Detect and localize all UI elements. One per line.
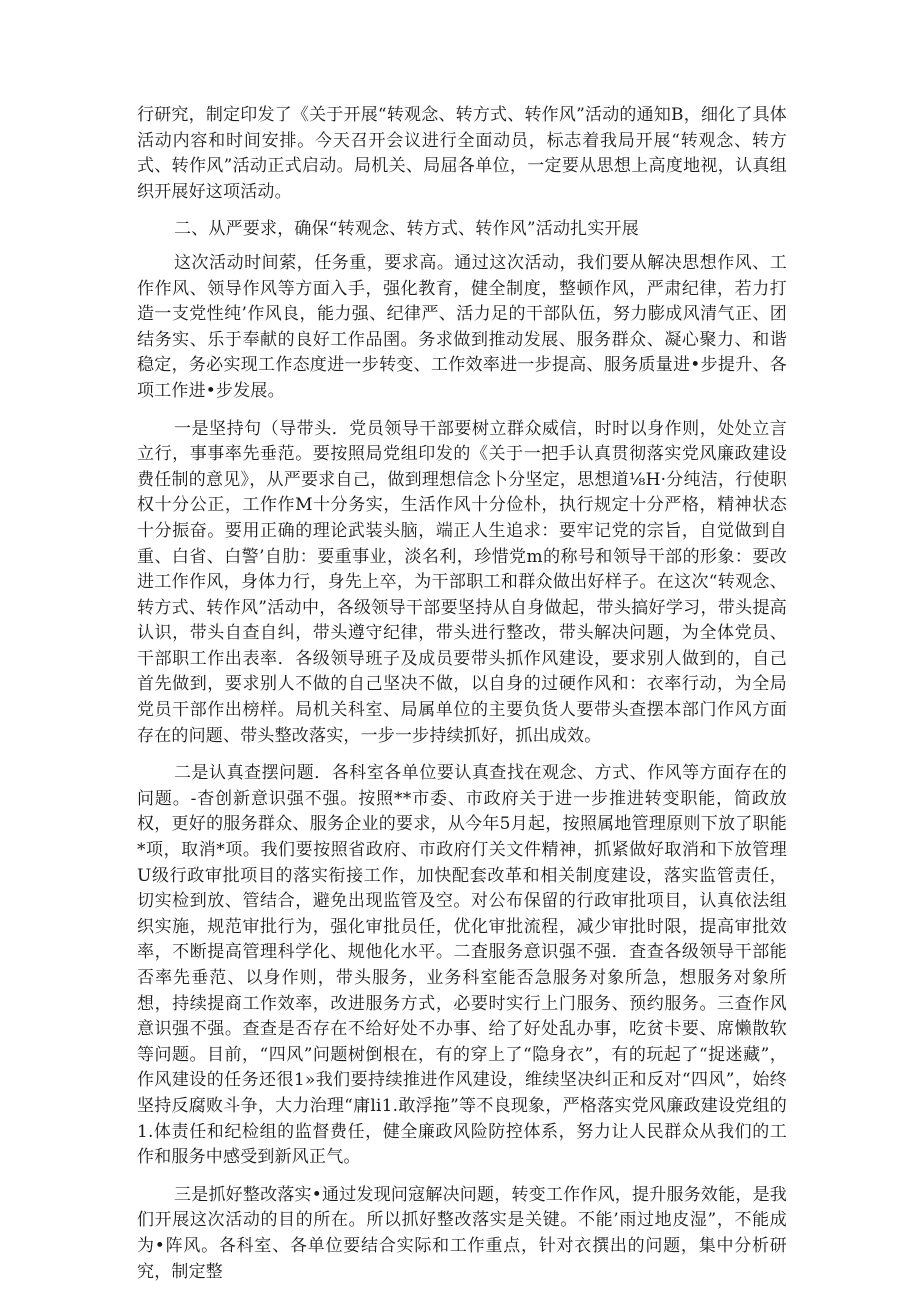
document-body (137, 103, 787, 1297)
paragraph-point-1: 一是坚持句（导带头．党员领导干部要树立群众威信，时时以身作则，处处立言立行，事事率先垂范。要按照局党组印发的《关于一把手认真贯彻落实党风廉政建设费任制的意见》，从严要求自己，做到理想信念卜分坚定，思想道⅛H·分纯洁，行使职权十分公正，工作作M十分务实，生活作风十分俭朴，执行规定十分严格，精神状态十分振奋。要用正确的理论武装头脑，端正人生追求：要牢记党的宗旨，自觉做到自重、白省、白警’自肋：要重事业，淡名利，珍惜党m的称号和领导干部的形象：要改进工作作风，身体力行，身先上卒，为干部职工和群众做出好样子。在这次“转观念、转方式、转作风”活动中，各级领导干部要坚持从自身做起，带头搞好学习，带头提高认识，带头自查自纠，带头遵守纪律，带头进行整改，带头解决问题，为全体党员、干部职工作出表率．各级领导班子及成员要带头抓作风建设，要求别人做到的，自己首先做到，要求别人不做的自己坚决不做，以自身的过硬作风和：衣率行动，为全局党员干部作出榜样。局机关科室、局属单位的主要负货人要带头查摆本部门作风方面存在的问题、带头整改落实，一步一步持续抓好，抓出成效。 (137, 418, 787, 746)
paragraph-section-2-intro: 这次活动时间萦，任务重，要求高。通过这次活动，我们要从解决思想作风、工作作风、领导作风等方面入手，强化教育，健全制度，整顿作风，严肃纪律，若力打造一支党性纯’作风良，能力强、纪律严、活力足的干部队伍，努力膨成风清气正、团结务实、乐于奉献的良好工作品圉。务求做到推动发展、服务群众、凝心聚力、和谐稳定，务必实现工作态度进一步转变、工作效率进一步提高、服务质量进•步提升、各项工作进•步发展。 (137, 252, 787, 401)
section-heading-2: 二、从严要求，确保“转观念、转方式、转作风”活动扎实开展 (174, 219, 639, 240)
paragraph-point-2: 二是认真查摆问题．各科室各单位要认真查找在观念、方式、作风等方面存在的问题。-杳创新意识强不强。按照**市委、市政府关于进一步推进转变职能，简政放权，更好的服务群众、服务企业的要求，从今年5月起，按照属地管理原则下放了职能*项，取消*项。我们要按照省政府、市政府仃关文件精神，抓紧做好取消和下放管理U级行政审批项目的落实衔接工作，加快配套改革和相关制度建设，落实监管责任，切实检到放、管结合，避免出现监管及空。对公布保留的行政审批项目，认真依法组织实施，规范审批行为，强化审批员任，优化审批流程，减少审批时限，提高审批效率，不断提高管理科学化、规他化水平。二査服务意识强不强．査查各级领导干部能否率先垂范、以身作则，带头服务，业务科室能否急服务对象所急，想服务对象所想，持续提商工作效率，改进服务方式，必要时实行上门服务、预约服务。三查作风意识强不强。查查是否存在不给好处不办事、给了好处乱办事，吃贫卡要、席懒散软等问题。目前，“四风”问题树倒根在，有的穿上了“隐身衣”，有的玩起了“捉迷藏”，作风建设的任务还很1»我们要持续推进作风建设，维续坚决纠正和反对“四风”，始终坚持反腐败斗争，大力治理“庸li1.敢浮拖”等不良现象，严格落实党风廉政建设党组的1.体责任和纪检组的监督费任，健全廉政风险防控体系，努力让人民群众从我们的工作和服务中感受到新风正气。 (137, 763, 787, 1168)
paragraph-intro-continuation: 行研究，制定印发了《关于开展“转观念、转方式、转作风”活动的通知B，细化了具体活动内容和时间安排。今天召开会议进行全面动员，标志着我局开展“转观念、转方式、转作风”活动正式启动。局机关、局屈各单位，一定要从思想上高度地视，认真组织开展好这项活动。 (137, 105, 787, 202)
paragraph-point-3: 三是抓好整改落实•通过发现问寇解决问题，转变工作作风，提升服务效能，是我们开展这次活动的目的所在。所以抓好整改落实是关键。不能’雨过地皮湿”，不能成为•阵风。各科室、各单位要结合实际和工作重点，针对衣撰出的问题，集中分析研究，制定整 (137, 1184, 787, 1282)
